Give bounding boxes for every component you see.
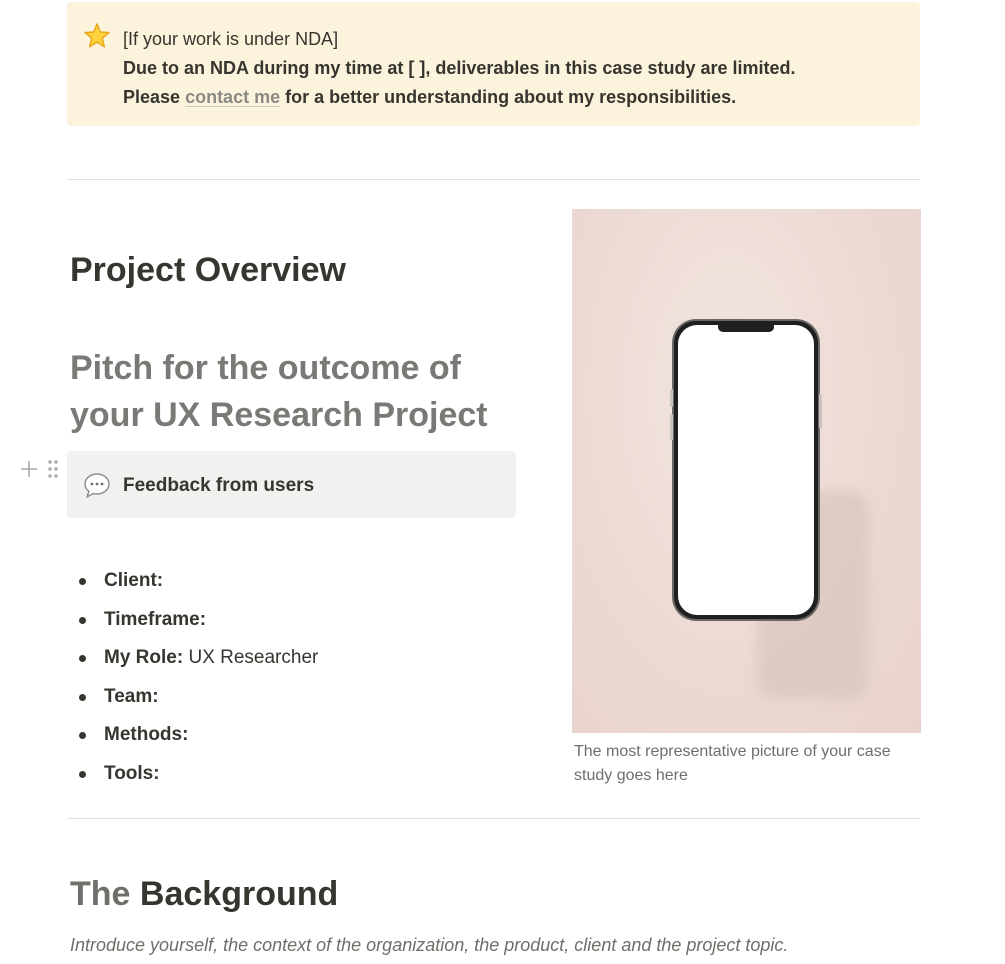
contact-me-link[interactable]: contact me [185,87,281,107]
phone-image [572,209,921,733]
background-heading-prefix: The [70,875,140,913]
fact-label: Client: [104,570,164,591]
add-block-icon[interactable] [18,456,40,482]
list-item [79,639,318,678]
nda-contact-line [123,83,796,112]
case-study-hero-image[interactable] [572,209,921,733]
nda-contact-prefix: Please [123,87,186,107]
bullet [79,771,86,778]
fact-label: My Role: [104,647,184,669]
hero-image-caption: The most representative picture of your case study goes here [574,743,891,784]
bullet [79,617,86,624]
bullet [79,732,86,739]
drag-handle-icon[interactable] [46,456,60,482]
nda-statement: Due to an NDA during my time at [ ], deliverables in this case study are limited. [123,58,796,78]
fact-label: Methods: [104,724,189,746]
feedback-callout[interactable] [67,451,516,518]
background-intro: Introduce yourself, the context of the organization, the product, client and the project topic. [70,935,789,955]
project-overview-heading: Project Overview [70,251,346,289]
list-item [79,678,318,717]
fact-value: UX Researcher [183,647,319,669]
fact-label: Timeframe: [104,608,207,630]
background-heading-word: Background [139,875,339,913]
list-item [79,716,318,755]
bullet [79,655,86,662]
nda-contact-suffix: for a better understanding about my responsibilities. [280,87,737,107]
list-item [79,601,318,640]
fact-label: Tools: [104,762,160,784]
fact-label: Team: [104,685,159,707]
divider [67,179,920,180]
nda-heading: [If your work is under NDA] [123,29,339,49]
speech-bubble-icon [83,471,111,499]
nda-callout [67,2,920,126]
bullet [79,578,86,585]
list-item [79,562,318,601]
pitch-heading: Pitch for the outcome of your UX Research Project [70,349,488,434]
block-handle [18,456,66,482]
star-icon [83,22,111,50]
divider [67,818,920,819]
list-item [79,755,318,794]
background-heading [70,872,338,916]
bullet [79,694,86,701]
feedback-callout-label: Feedback from users [123,475,315,496]
nda-callout-text [123,25,796,112]
project-facts-list [79,562,318,794]
